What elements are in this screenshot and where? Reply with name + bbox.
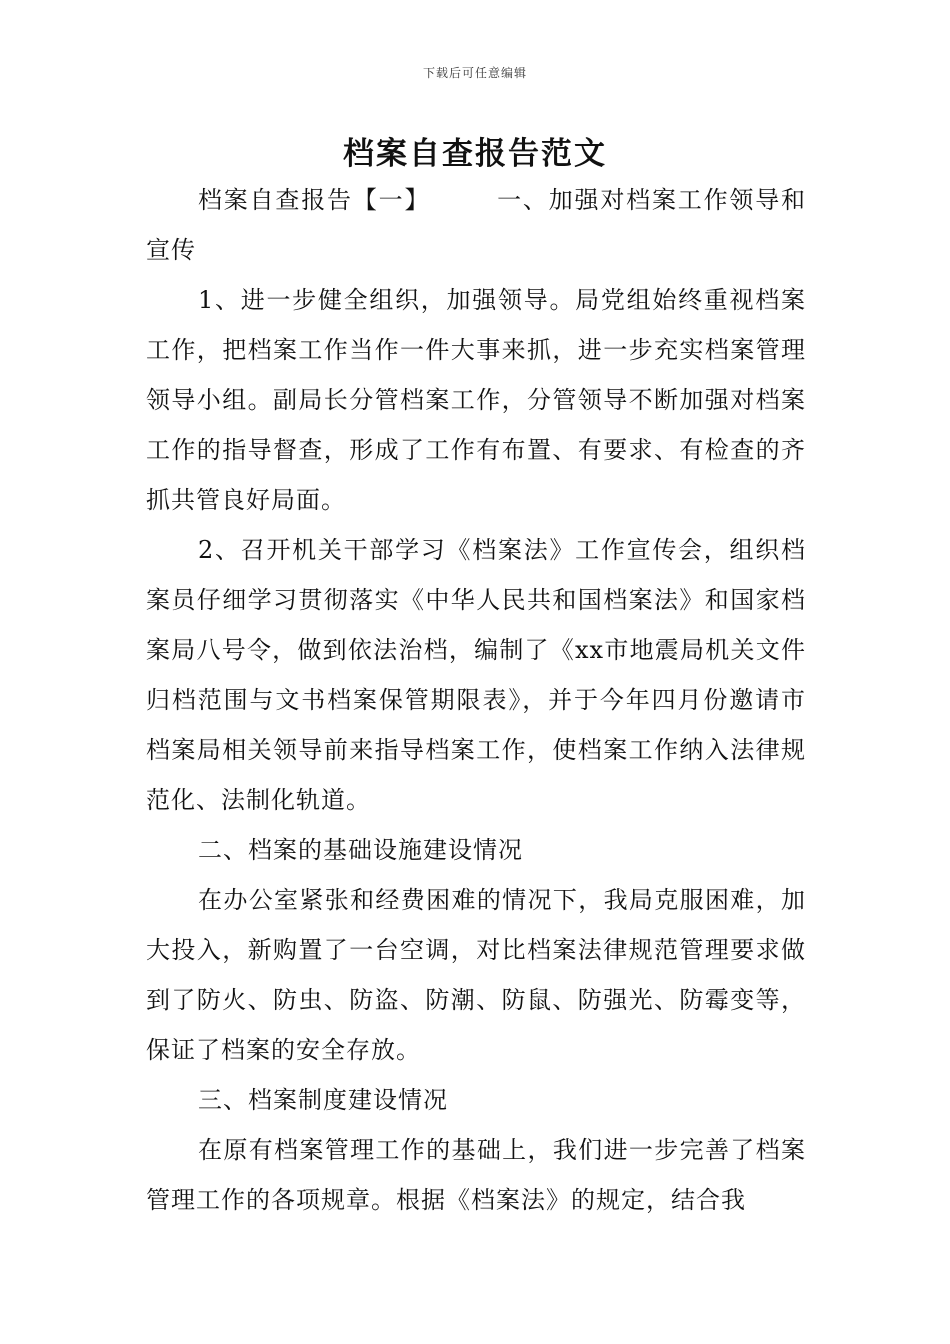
document-title: 档案自查报告范文 [343,136,607,172]
section-one-label: 档案自查报告【一】 [198,186,431,214]
paragraph-organization: 1、进一步健全组织，加强领导。局党组始终重视档案工作，把档案工作当作一件大事来抓，进一步充实档案管理领导小组。副局长分管档案工作，分管领导不断加强对档案工作的指导督查，形成了工作有布置、有要求、有检查的齐抓共管良好局面。 [146,286,806,514]
paragraph-archive-law-meeting: 2、召开机关干部学习《档案法》工作宣传会，组织档案员仔细学习贯彻落实《中华人民共和国档案法》和国家档案局八号令，做到依法治档，编制了《xx市地震局机关文件归档范围与文书档案保管期限表》，并于今年四月份邀请市档案局相关领导前来指导档案工作，使档案工作纳入法律规范化、法制化轨道。 [146,536,806,814]
section-one-heading-a: 一、加强对档案工作领导和 [496,186,807,214]
section-one-heading-b: 宣传 [146,236,196,264]
section-two-heading: 二、档案的基础设施建设情况 [198,836,523,864]
paragraph-regulations: 在原有档案管理工作的基础上，我们进一步完善了档案管理工作的各项规章。根据《档案法》的规定，结合我 [146,1136,806,1214]
page-header-note: 下载后可任意编辑 [422,66,527,80]
paragraph-infrastructure: 在办公室紧张和经费困难的情况下，我局克服困难，加大投入，新购置了一台空调，对比档案法律规范管理要求做到了防火、防虫、防盗、防潮、防鼠、防强光、防霉变等，保证了档案的安全存放。 [146,886,806,1064]
document-body [146,175,806,1225]
section-three-heading: 三、档案制度建设情况 [198,1086,448,1114]
section-one-heading-line [146,175,806,275]
